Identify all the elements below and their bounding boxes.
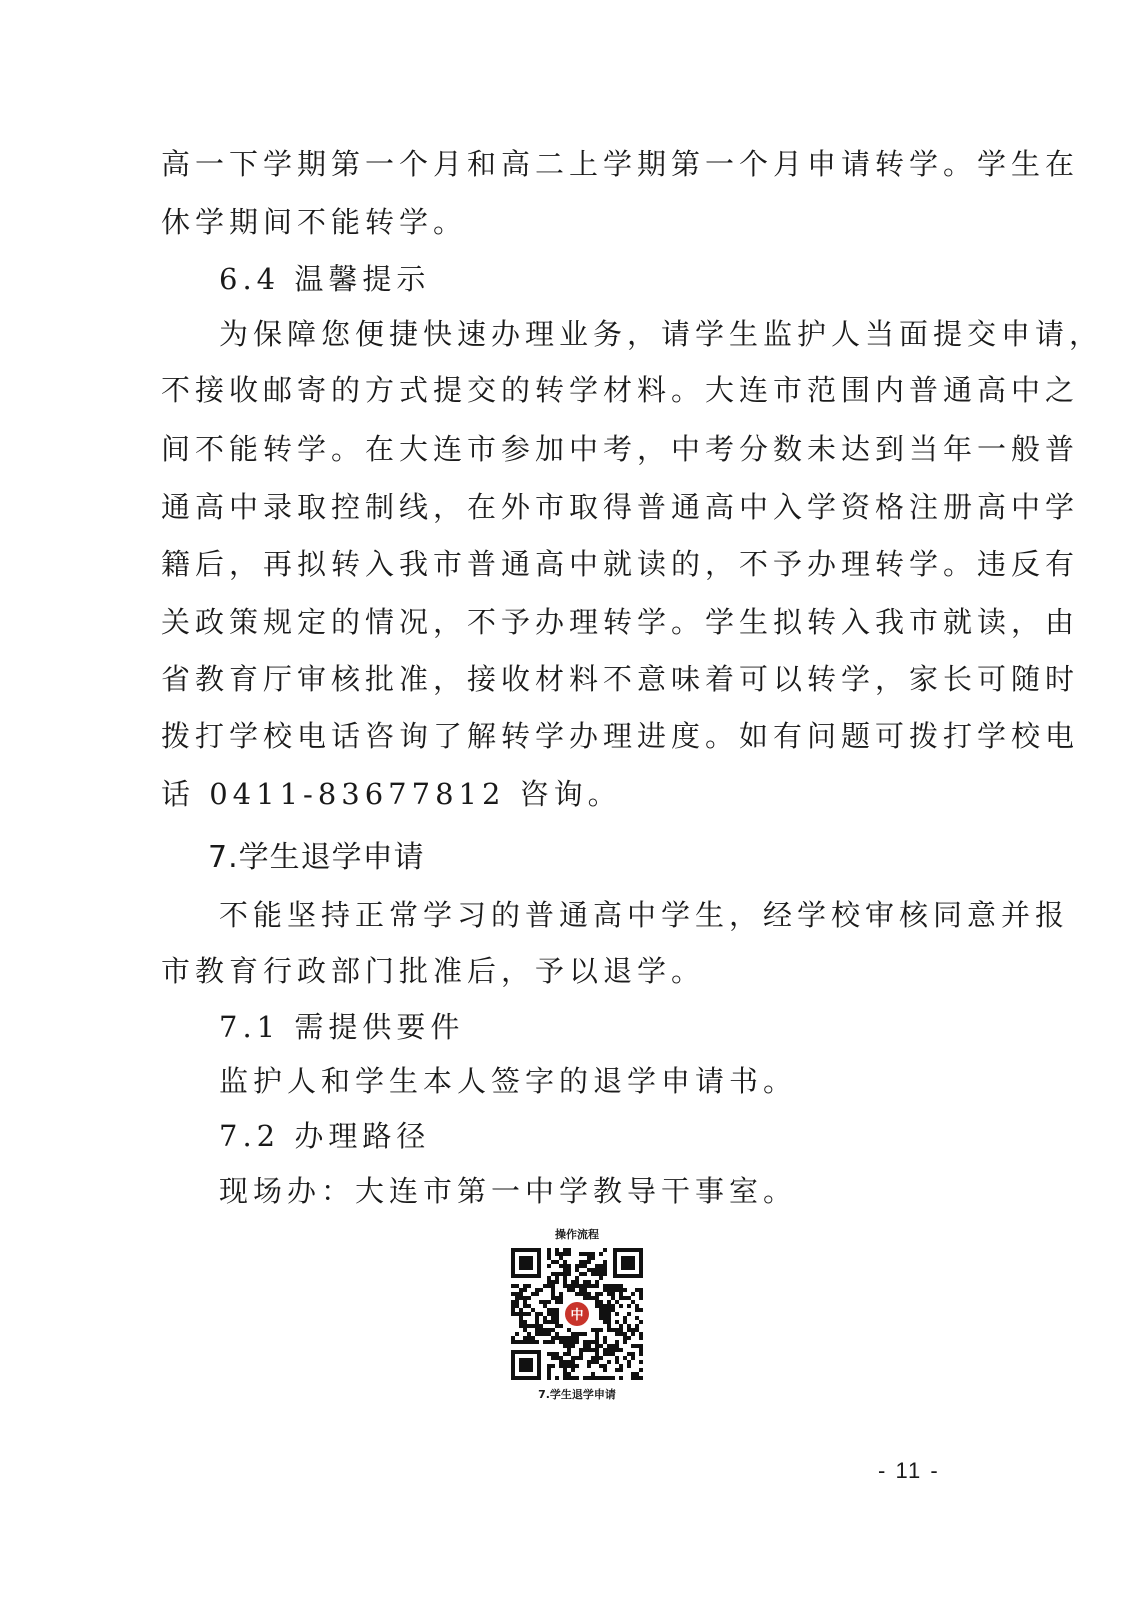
body-line: 省教育厅审核批准，接收材料不意味着可以转学，家长可随时 (161, 662, 1080, 696)
body-line: 现场办：大连市第一中学教导干事室。 (219, 1174, 798, 1208)
body-line: 间不能转学。在大连市参加中考，中考分数未达到当年一般普 (161, 432, 1080, 466)
body-line: 话 0411-83677812 咨询。 (161, 777, 622, 811)
body-line: 通高中录取控制线，在外市取得普通高中入学资格注册高中学 (161, 490, 1080, 524)
body-line: 监护人和学生本人签字的退学申请书。 (219, 1064, 798, 1098)
qr-code (509, 1246, 645, 1382)
logo-glyph: 中 (570, 1308, 584, 1323)
qr-caption: 7.学生退学申请 (538, 1388, 616, 1401)
body-line: 不能坚持正常学习的普通高中学生，经学校审核同意并报 (219, 898, 1070, 932)
finder-pattern-bottom-left (511, 1350, 541, 1380)
section-heading: 7.学生退学申请 (208, 840, 425, 875)
section-heading: 7.2 办理路径 (219, 1119, 431, 1153)
finder-pattern-top-right (613, 1248, 643, 1278)
section-heading: 7.1 需提供要件 (219, 1010, 465, 1044)
body-line: 籍后，再拟转入我市普通高中就读的，不予办理转学。违反有 (161, 547, 1080, 581)
body-line: 为保障您便捷快速办理业务，请学生监护人当面提交申请， (219, 317, 1104, 351)
body-line: 休学期间不能转学。 (161, 205, 468, 239)
page-number: - 11 - (878, 1458, 940, 1483)
body-line: 关政策规定的情况，不予办理转学。学生拟转入我市就读，由 (161, 605, 1080, 639)
body-line: 拨打学校电话咨询了解转学办理进度。如有问题可拨打学校电 (161, 719, 1080, 753)
body-line: 市教育行政部门批准后，予以退学。 (161, 954, 706, 988)
finder-pattern-top-left (511, 1248, 541, 1278)
qr-title: 操作流程 (555, 1228, 599, 1241)
body-line: 不接收邮寄的方式提交的转学材料。大连市范围内普通高中之 (161, 373, 1080, 407)
body-line: 高一下学期第一个月和高二上学期第一个月申请转学。学生在 (161, 147, 1080, 181)
section-heading: 6.4 温馨提示 (219, 262, 431, 296)
